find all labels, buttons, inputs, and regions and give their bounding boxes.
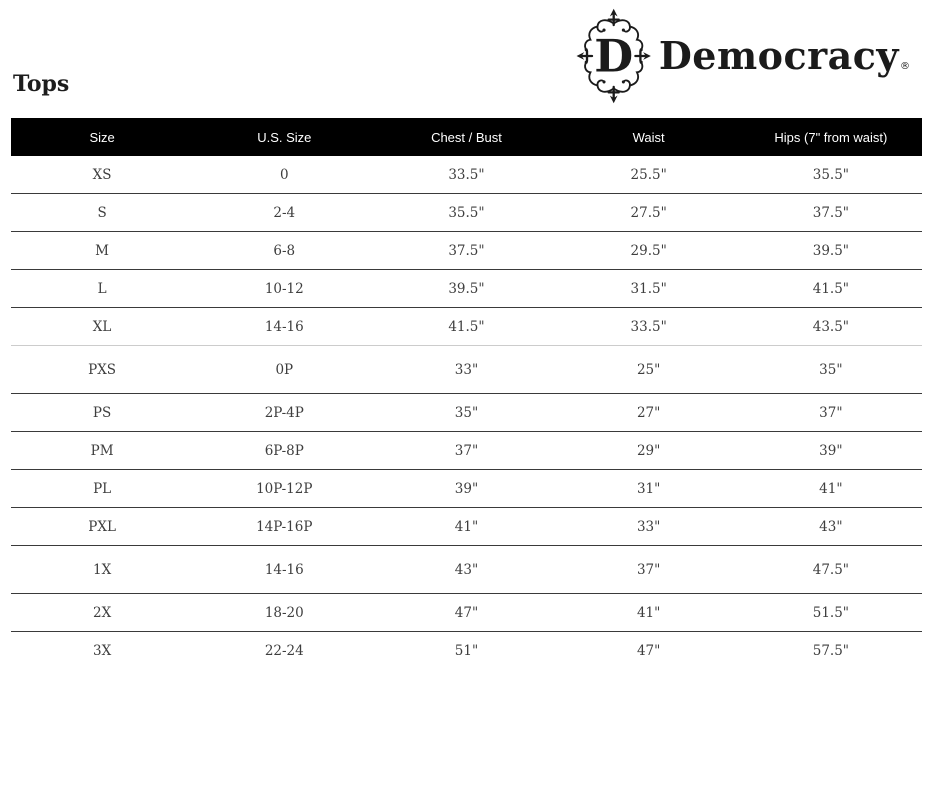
cell: 43" xyxy=(454,561,479,578)
cell: 47" xyxy=(454,604,479,621)
size-chart-table xyxy=(11,118,922,669)
table-row xyxy=(11,432,922,470)
cell: 39.5" xyxy=(812,242,850,259)
table-row xyxy=(11,232,922,270)
column-header: U.S. Size xyxy=(193,118,375,156)
cell: 2P-4P xyxy=(264,404,304,421)
cell: 14-16 xyxy=(264,318,304,335)
cell: PXL xyxy=(88,518,116,535)
cell: 2X xyxy=(92,604,112,621)
cell: XS xyxy=(92,166,112,183)
cell: 39.5" xyxy=(448,280,485,297)
brand-wordmark-group xyxy=(658,33,910,78)
cell: 41.5" xyxy=(448,318,485,335)
table-row xyxy=(11,156,922,194)
cell: 47" xyxy=(636,642,661,659)
table-row xyxy=(11,394,922,432)
cell: 25.5" xyxy=(630,166,667,183)
header-row xyxy=(11,118,922,156)
brand-wordmark: Democracy xyxy=(658,33,899,78)
cell: 10P-12P xyxy=(256,480,313,497)
cell: 57.5" xyxy=(812,642,850,659)
cell: 14-16 xyxy=(264,561,304,578)
cell: 37" xyxy=(454,442,479,459)
cell: 43.5" xyxy=(812,318,850,335)
cell: 33.5" xyxy=(630,318,667,335)
cell: 3X xyxy=(92,642,112,659)
cell: 37.5" xyxy=(812,204,850,221)
cell: 0P xyxy=(275,361,294,378)
column-header: Waist xyxy=(558,118,740,156)
cell: 29.5" xyxy=(630,242,667,259)
cell: 35.5" xyxy=(448,204,485,221)
cell: 41" xyxy=(636,604,661,621)
cell: PM xyxy=(90,442,114,459)
brand-monogram: D xyxy=(594,29,634,83)
cell: 14P-16P xyxy=(256,518,313,535)
democracy-emblem-icon xyxy=(575,8,652,104)
cell: 33.5" xyxy=(448,166,485,183)
cell: 37.5" xyxy=(448,242,485,259)
cell: 37" xyxy=(636,561,661,578)
cell: 1X xyxy=(92,561,112,578)
cell: 22-24 xyxy=(264,642,304,659)
cell: L xyxy=(97,280,107,297)
cell: S xyxy=(97,204,107,221)
cell: 2-4 xyxy=(273,204,296,221)
page-title: Tops xyxy=(13,71,70,97)
cell: 6P-8P xyxy=(264,442,304,459)
table-row xyxy=(11,632,922,670)
cell: PS xyxy=(92,404,112,421)
cell: 43" xyxy=(819,518,843,535)
cell: 10-12 xyxy=(264,280,304,297)
table-row xyxy=(11,346,922,394)
cell: 35" xyxy=(819,361,843,378)
registered-trademark: ® xyxy=(900,61,910,72)
table-row xyxy=(11,508,922,546)
cell: 41" xyxy=(454,518,479,535)
cell: 31" xyxy=(636,480,661,497)
cell: PXS xyxy=(88,361,117,378)
cell: 39" xyxy=(819,442,843,459)
table-row xyxy=(11,308,922,346)
column-header: Size xyxy=(11,118,193,156)
column-header: Chest / Bust xyxy=(375,118,557,156)
cell: 33" xyxy=(636,518,661,535)
cell: 51.5" xyxy=(812,604,850,621)
cell: 33" xyxy=(454,361,479,378)
cell: 25" xyxy=(636,361,661,378)
cell: 41" xyxy=(819,480,843,497)
cell: 29" xyxy=(636,442,661,459)
cell: 41.5" xyxy=(812,280,850,297)
cell: 0 xyxy=(279,166,289,183)
table-row xyxy=(11,470,922,508)
cell: 35.5" xyxy=(812,166,850,183)
cell: 47.5" xyxy=(812,561,850,578)
brand-logo xyxy=(575,8,910,104)
cell: 18-20 xyxy=(264,604,304,621)
table-row xyxy=(11,594,922,632)
cell: 27.5" xyxy=(630,204,667,221)
cell: M xyxy=(95,242,109,259)
cell: 35" xyxy=(454,404,479,421)
table-row xyxy=(11,270,922,308)
cell: 6-8 xyxy=(273,242,296,259)
cell: 51" xyxy=(454,642,479,659)
cell: 31.5" xyxy=(630,280,667,297)
table-row xyxy=(11,546,922,594)
cell: 39" xyxy=(454,480,479,497)
cell: 37" xyxy=(819,404,843,421)
cell: 27" xyxy=(636,404,661,421)
size-table-body xyxy=(11,156,922,669)
cell: XL xyxy=(92,318,112,335)
cell: PL xyxy=(93,480,112,497)
column-header: Hips (7" from waist) xyxy=(740,118,922,156)
table-row xyxy=(11,194,922,232)
